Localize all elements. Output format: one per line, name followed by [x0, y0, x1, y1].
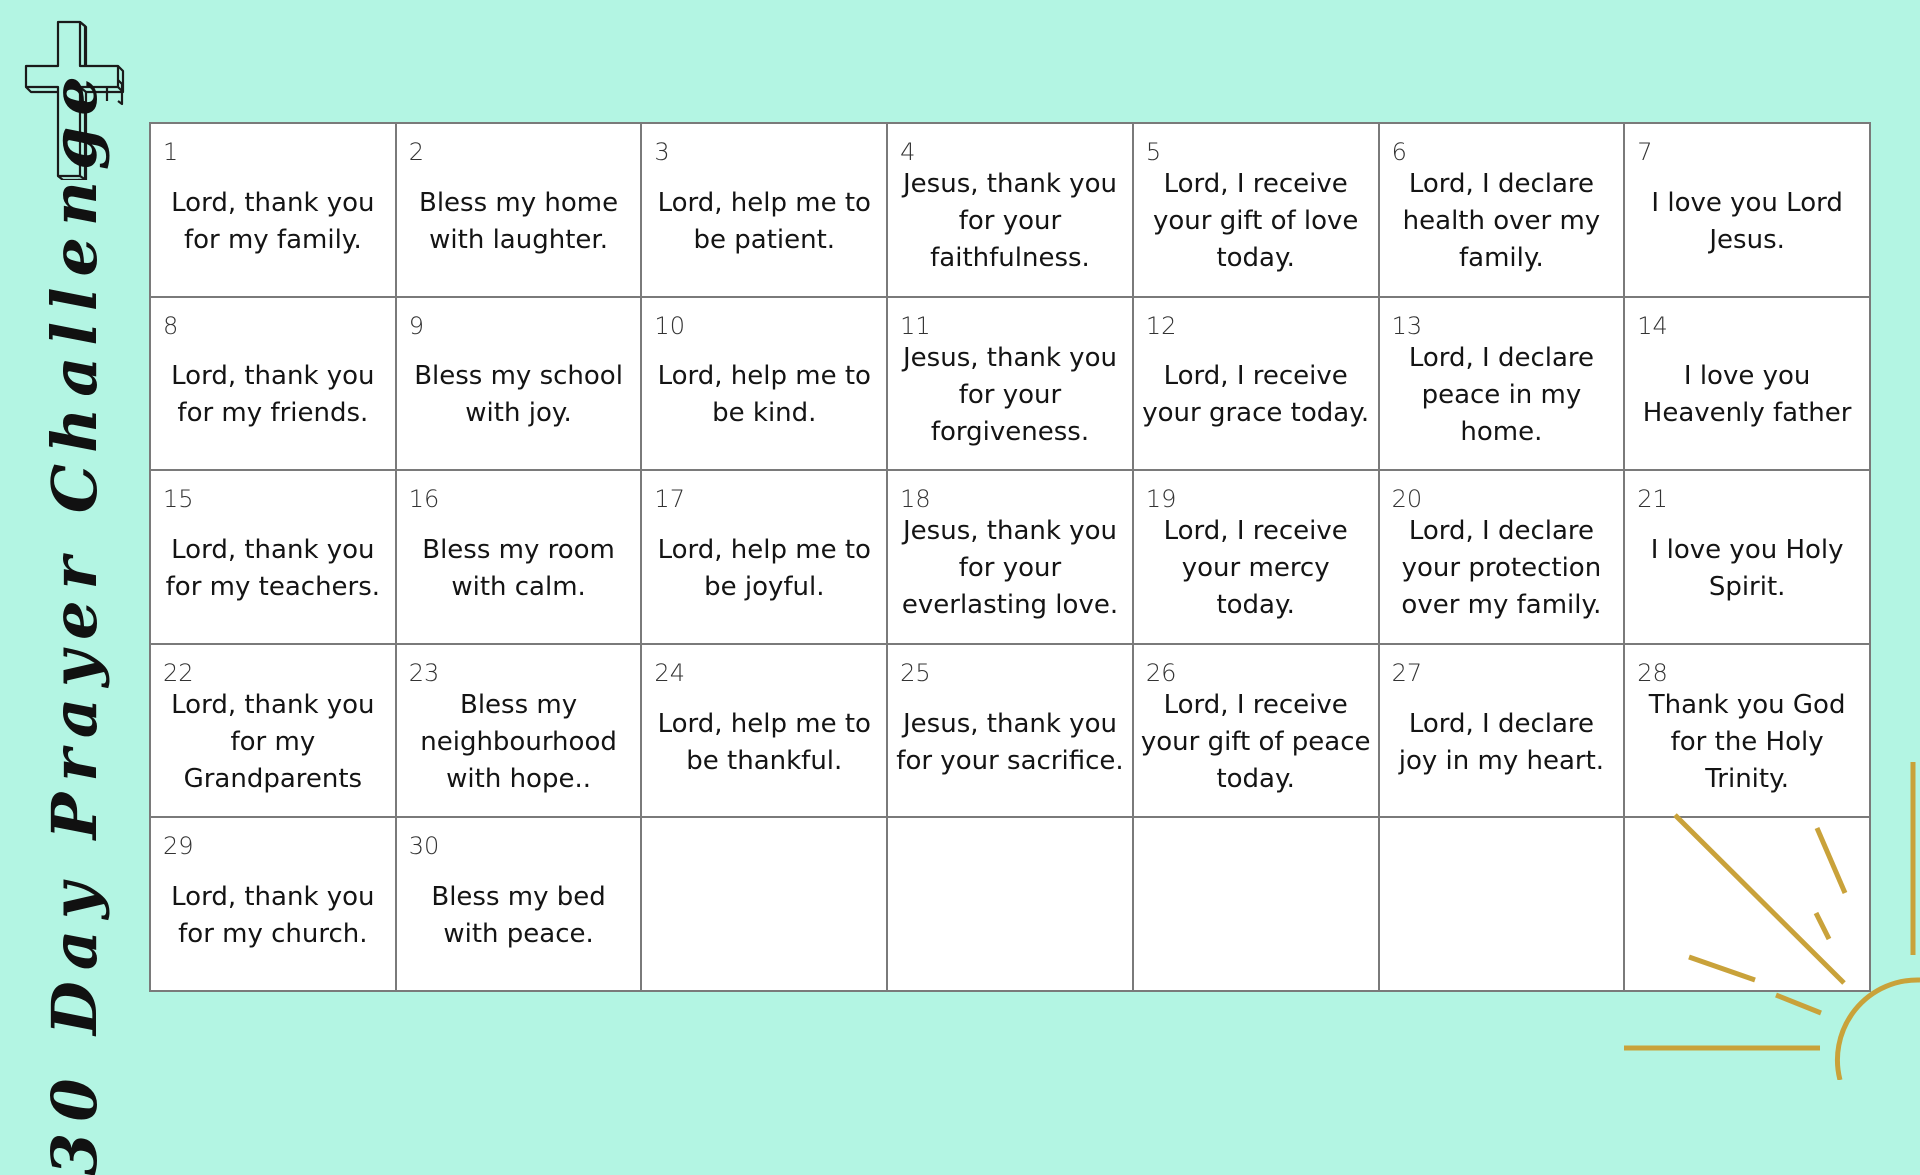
day-cell-20 — [1380, 471, 1626, 645]
prayer-text: Bless my neighbourhood with hope.. — [420, 690, 617, 795]
day-number: 2 — [408, 138, 424, 166]
empty-cell — [642, 818, 888, 992]
day-cell-7 — [1625, 124, 1871, 298]
prayer-text: I love you Heavenly father — [1642, 361, 1852, 429]
day-cell-24 — [642, 645, 888, 819]
day-cell-15 — [151, 471, 397, 645]
day-number: 10 — [654, 311, 685, 340]
day-cell-26 — [1134, 645, 1380, 819]
prayer-text: Bless my school with joy. — [414, 361, 623, 429]
day-cell-10 — [642, 298, 888, 472]
day-cell-11 — [888, 298, 1134, 472]
day-cell-30 — [397, 818, 643, 992]
empty-cell — [1134, 818, 1380, 992]
day-cell-29 — [151, 818, 397, 992]
day-cell-21 — [1625, 471, 1871, 645]
day-cell-5 — [1134, 124, 1380, 298]
day-cell-2 — [397, 124, 643, 298]
day-number: 30 — [408, 832, 440, 861]
day-number: 17 — [654, 485, 685, 514]
day-number: 5 — [1145, 138, 1162, 166]
prayer-text: Lord, I receive your gift of love today. — [1152, 169, 1359, 274]
empty-cell — [1625, 818, 1871, 992]
prayer-text: Thank you God for the Holy Trinity. — [1648, 690, 1846, 795]
day-cell-6 — [1380, 124, 1626, 298]
day-cell-23 — [397, 645, 643, 819]
day-number: 26 — [1145, 658, 1177, 687]
day-cell-12 — [1134, 298, 1380, 472]
day-cell-27 — [1380, 645, 1626, 819]
day-number: 27 — [1391, 658, 1423, 687]
day-cell-17 — [642, 471, 888, 645]
prayer-text: Lord, I declare joy in my heart. — [1398, 708, 1605, 776]
prayer-text: Jesus, thank you for your everlasting love. — [901, 516, 1119, 621]
page-title: 30 Day Prayer Challenge — [37, 64, 111, 1175]
day-cell-9 — [397, 298, 643, 472]
prayer-text: Lord, I declare health over my family. — [1402, 169, 1601, 274]
day-number: 25 — [900, 658, 931, 687]
day-number: 9 — [408, 311, 424, 340]
day-number: 22 — [163, 658, 194, 687]
prayer-text: Bless my room with calm. — [422, 534, 615, 602]
prayer-text: Jesus, thank you for your faithfulness. — [903, 169, 1117, 274]
prayer-text: Lord, help me to be patient. — [657, 187, 871, 255]
day-number: 23 — [408, 658, 440, 687]
prayer-text: Lord, thank you for my teachers. — [165, 534, 381, 602]
day-number: 20 — [1391, 485, 1423, 514]
day-number: 11 — [900, 311, 931, 340]
day-number: 28 — [1637, 658, 1668, 687]
prayer-text: Jesus, thank you for your forgiveness. — [903, 342, 1117, 447]
prayer-text: Jesus, thank you for your sacrifice. — [896, 708, 1124, 776]
prayer-text: Bless my bed with peace. — [431, 882, 606, 950]
day-number: 29 — [163, 832, 194, 861]
prayer-text: Lord, thank you for my Grandparents — [171, 690, 375, 795]
day-number: 18 — [900, 485, 931, 514]
empty-cell — [888, 818, 1134, 992]
day-number: 8 — [163, 311, 179, 340]
day-number: 24 — [654, 658, 685, 687]
prayer-text: Lord, help me to be joyful. — [657, 534, 871, 602]
prayer-text: Lord, help me to be kind. — [657, 361, 871, 429]
prayer-text: Bless my home with laughter. — [419, 187, 619, 255]
prayer-text: Lord, I receive your grace today. — [1142, 361, 1370, 429]
prayer-text: I love you Holy Spirit. — [1650, 534, 1844, 602]
day-cell-14 — [1625, 298, 1871, 472]
prayer-calendar-grid — [149, 122, 1871, 992]
day-number: 4 — [900, 138, 916, 166]
day-cell-28 — [1625, 645, 1871, 819]
prayer-text: Lord, thank you for my church. — [171, 882, 375, 950]
day-cell-4 — [888, 124, 1134, 298]
prayer-text: Lord, I receive your gift of peace today. — [1140, 690, 1371, 795]
prayer-text: Lord, I declare your protection over my family. — [1401, 516, 1602, 621]
day-cell-16 — [397, 471, 643, 645]
prayer-text: Lord, thank you for my family. — [171, 187, 375, 255]
day-cell-8 — [151, 298, 397, 472]
prayer-text: Lord, I receive your mercy today. — [1163, 516, 1348, 621]
prayer-text: Lord, thank you for my friends. — [171, 361, 375, 429]
prayer-text: Lord, help me to be thankful. — [657, 708, 871, 776]
day-number: 13 — [1391, 311, 1423, 340]
day-number: 6 — [1391, 138, 1407, 166]
day-cell-3 — [642, 124, 888, 298]
day-cell-19 — [1134, 471, 1380, 645]
day-number: 1 — [163, 138, 179, 166]
prayer-text: Lord, I declare peace in my home. — [1408, 342, 1595, 447]
day-number: 12 — [1145, 311, 1177, 340]
prayer-text: I love you Lord Jesus. — [1651, 187, 1843, 255]
day-number: 3 — [654, 138, 670, 166]
day-number: 16 — [408, 485, 440, 514]
title-vertical — [0, 64, 148, 1175]
day-cell-22 — [151, 645, 397, 819]
day-number: 21 — [1637, 485, 1668, 514]
day-number: 7 — [1637, 138, 1653, 166]
day-number: 15 — [163, 485, 194, 514]
empty-cell — [1380, 818, 1626, 992]
day-number: 19 — [1145, 485, 1177, 514]
day-cell-13 — [1380, 298, 1626, 472]
day-cell-18 — [888, 471, 1134, 645]
day-cell-1 — [151, 124, 397, 298]
day-number: 14 — [1637, 311, 1668, 340]
day-cell-25 — [888, 645, 1134, 819]
